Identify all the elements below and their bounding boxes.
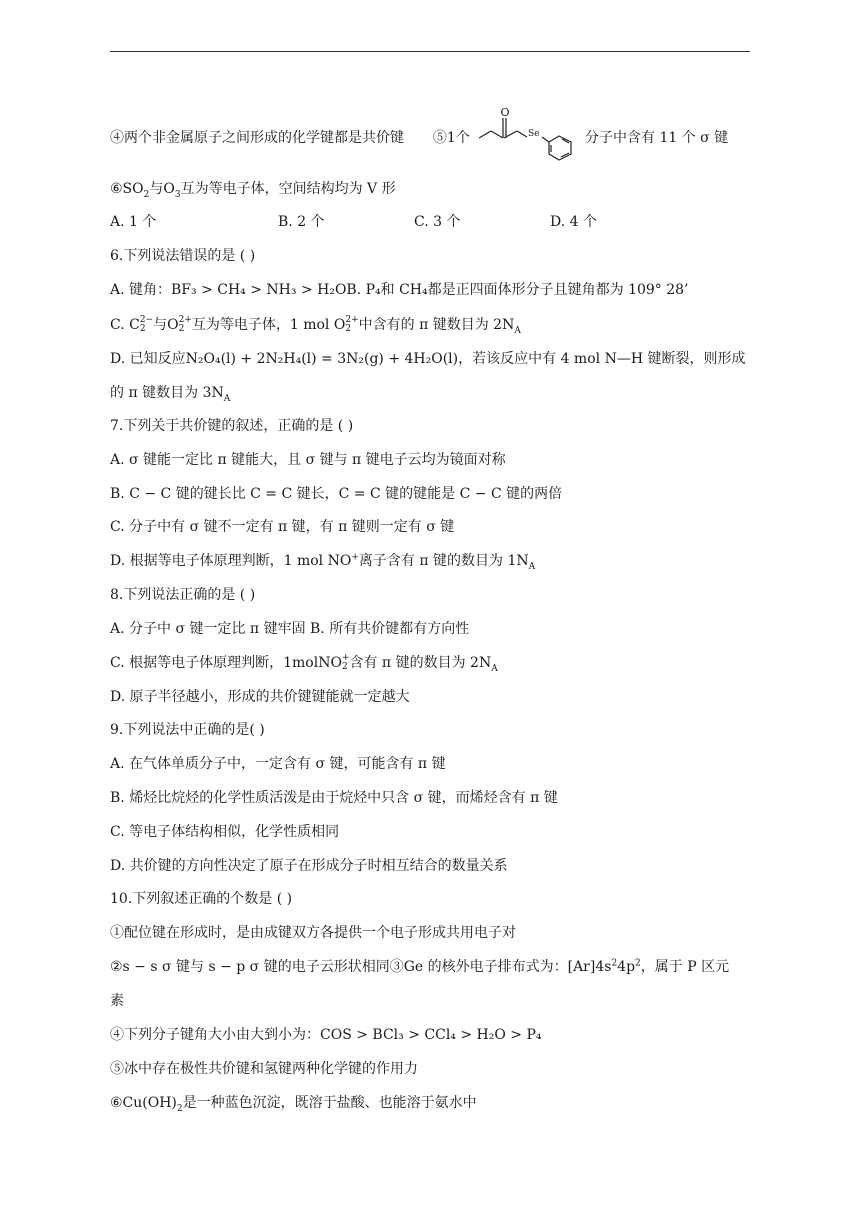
q8-option-d[interactable]: D. 原子半径越小，形成的共价键键能就一定越大 [110,689,410,705]
q7-option-a[interactable]: A. σ 键能一定比 π 键能大，且 σ 键与 π 键电子云均为镜面对称 [110,452,506,468]
q7-option-d[interactable]: D. 根据等电子体原理判断，1 mol NO+离子含有 π 键的数目为 $1N_A$ [110,552,536,572]
item-6: $⑥SO_2$与$O_3$互为等电子体，空间结构均为 V 形 [110,181,396,200]
item-4: ④两个非金属原子之间形成的化学键都是共价键 [110,130,404,146]
q6-option-d-line2: 的 π 键数目为 $3N_A$ [110,385,231,404]
q6-option-c[interactable]: C. C 2− 2 与O 2+ 2 互为等电子体，1 mol O 2+ 2 中含有的 π 键数目为 $2N_A$ [110,315,521,336]
q9-option-a[interactable]: A. 在气体单质分子中，一定含有 σ 键，可能含有 π 键 [110,756,446,772]
item-5-suffix: 分子中含有 11 个 σ 键 [585,130,729,146]
q10-item-3-wrap: 素 [110,993,124,1009]
carbonyl-oxygen: O [500,106,510,119]
q5-option-d[interactable]: D. 4 个 [550,214,597,230]
q7-option-b[interactable]: B. C − C 键的键长比 C = C 键长，C = C 键的键能是 C − C 键的两倍 [110,486,563,502]
q10-item-1: ①配位键在形成时，是由成键双方各提供一个电子形成共用电子对 [110,925,516,941]
q10-stem: 10.下列叙述正确的个数是 ( ) [110,891,293,907]
q9-option-c[interactable]: C. 等电子体结构相似，化学性质相同 [110,824,340,840]
q9-option-d[interactable]: D. 共价键的方向性决定了原子在形成分子时相互结合的数量关系 [110,858,508,874]
q7-option-c[interactable]: C. 分子中有 σ 键不一定有 π 键，有 π 键则一定有 σ 键 [110,519,455,535]
q9-option-b[interactable]: B. 烯烃比烷烃的化学性质活泼是由于烷烃中只含 σ 键，而烯烃含有 π 键 [110,790,558,806]
q9-stem: 9.下列说法中正确的是( ) [110,722,265,738]
q8-option-c[interactable]: C. 根据等电子体原理判断，1molNO + 2 含有 π 键的数目为 $2N_A$ [110,653,498,674]
q6-stem: 6.下列说法错误的是 ( ) [110,248,256,264]
phenyl-seleno-acetone-structure [477,104,582,166]
q10-item-4: ④下列分子键角大小由大到小为：COS > BCl₃ > CCl₄ > H₂O > P₄ [110,1027,542,1043]
q7-stem: 7.下列关于共价键的叙述，正确的是 ( ) [110,418,354,434]
q10-item-6: $⑥Cu(OH)_2$是一种蓝色沉淀，既溶于盐酸、也能溶于氨水中 [110,1095,477,1114]
header-rule [110,51,750,52]
q5-option-a[interactable]: A. 1 个 [110,214,157,230]
q5-option-b[interactable]: B. 2 个 [278,214,325,230]
q10-item-2-3: ②s − s σ 键与 s − p σ 键的电子云形状相同③Ge 的核外电子排布式为：$[Ar]4s^24p^2$，属于 P 区元 [110,958,730,975]
q6-option-d-line1[interactable]: D. 已知反应N₂O₄(l) + 2N₂H₄(l) = 3N₂(g) + 4H₂O(l)，若该反应中有 4 mol N—H 键断裂，则形成 [110,351,746,367]
selenium-atom: Se [528,129,540,139]
q10-item-5: ⑤冰中存在极性共价键和氢键两种化学键的作用力 [110,1061,418,1077]
q5-option-c[interactable]: C. 3 个 [414,214,461,230]
q8-stem: 8.下列说法正确的是 ( ) [110,587,256,603]
item-4-5-line [110,128,470,148]
q6-option-a-b[interactable]: A. 键角：BF₃ > CH₄ > NH₃ > H₂OB. P₄和 CH₄都是正四面体形分子且键角都为 109° 28’ [110,282,689,298]
item-5-prefix: ⑤1个 [432,130,470,146]
q8-option-a-b[interactable]: A. 分子中 σ 键一定比 π 键牢固 B. 所有共价键都有方向性 [110,621,470,637]
